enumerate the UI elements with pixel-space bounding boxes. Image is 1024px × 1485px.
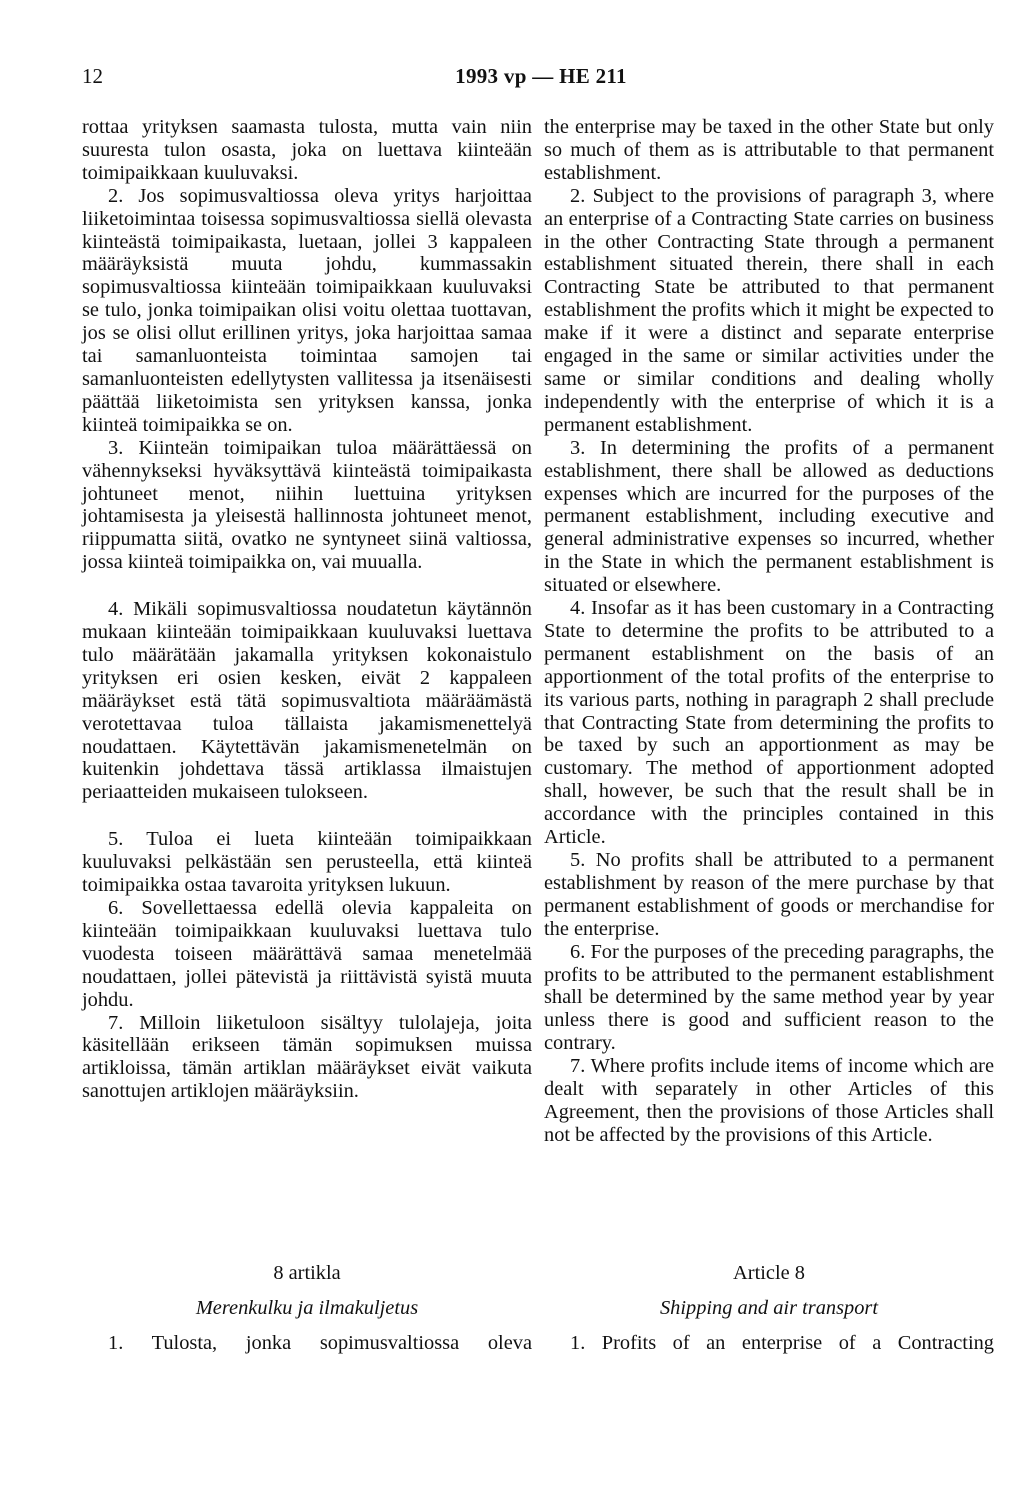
english-column (544, 116, 994, 1147)
finnish-article-heading: 8 artikla (273, 1262, 341, 1284)
finnish-article-subtitle: Merenkulku ja ilmakuljetus (195, 1296, 419, 1319)
english-article-heading: Article 8 (733, 1262, 805, 1284)
right-paragraph-6: 6. For the purposes of the preceding paragraphs, the profits to be attributed to the permanent establishment shall be determined by the same method year by year unless there is good and sufficient reason to the contrary. (544, 940, 994, 1055)
english-article-first-line: 1. Profits of an enterprise of a Contracting (570, 1331, 994, 1354)
right-paragraph-continuation: the enterprise may be taxed in the other State but only so much of them as is attributable to that permanent establishment. (544, 116, 994, 184)
page-number: 12 (82, 64, 103, 88)
left-paragraph-3: 3. Kiinteän toimipaikan tuloa määrättäessä on vähennykseksi hyväksyttävä kiinteästä toimipaikasta johtuneet menot, niihin luettuina yrityksen johtamisesta ja yleisestä hallinnosta johtuneet menot, riippumatta siitä, ovatko ne syntyneet siinä valtiossa, jossa kiinteä toimipaikka on, vai muualla. (82, 436, 532, 574)
right-paragraph-2: 2. Subject to the provisions of paragraph 3, where an enterprise of a Contracting State carries on business in the other Contracting State through a permanent establishment situated therein, there shall in each Contracting State be attributed to that permanent establishment the profits which it might be expected to make if it were a distinct and separate enterprise engaged in the same or similar activities under the same or similar conditions and dealing wholly independently with the enterprise of which it is a permanent establishment. (544, 184, 994, 436)
finnish-column (82, 116, 532, 1103)
finnish-article-first-line: 1. Tulosta, jonka sopimusvaltiossa oleva (108, 1331, 532, 1354)
page-header (82, 64, 1000, 94)
left-paragraph-4: 4. Mikäli sopimusvaltiossa noudatetun käytännön mukaan kiinteään toimipaikkaan kuuluvaksi luettava tulo määrätään jakamalla yrityksen kokonaistulo yrityksen eri osien kesken, eivät 2 kappaleen määräykset estä tätä sopimusvaltiota määräämästä verotettavaa tuloa tällaista jakamismenettelyä noudattaen. Käytettävän jakamismenetelmän on kuitenkin johdettava tässä artiklassa ilmaistujen periaatteiden mukaiseen tulokseen. (82, 598, 532, 804)
left-paragraph-6: 6. Sovellettaessa edellä olevia kappaleita on kiinteään toimipaikkaan kuuluvaksi luettava tulo vuodesta toiseen määrättävä samaa menetelmää noudattaen, jollei pätevistä ja riittävistä syistä muuta johdu. (82, 897, 532, 1011)
right-paragraph-4: 4. Insofar as it has been customary in a Contracting State to determine the profits to be attributed to a permanent establishment on the basis of an apportionment of the total profits of the enterprise to its various parts, nothing in paragraph 2 shall preclude that Contracting State from determining the profits to be taxed by such an apportionment as may be customary. The method of apportionment adopted shall, however, be such that the result shall be in accordance with the principles contained in this Article. (544, 597, 994, 849)
english-article-subtitle: Shipping and air transport (659, 1296, 879, 1319)
left-paragraph-continuation: rottaa yrityksen saamasta tulosta, mutta vain niin suuresta tulon osasta, joka on luettava kiinteään toimipaikkaan kuuluvaksi. (82, 116, 532, 184)
english-article-8 (544, 1262, 994, 1355)
right-paragraph-3: 3. In determining the profits of a permanent establishment, there shall be allowed as deductions expenses which are incurred for the purposes of the permanent establishment, including executive and general administrative expenses so incurred, whether in the State in which the permanent establishment is situated or elsewhere. (544, 436, 994, 597)
right-paragraph-5: 5. No profits shall be attributed to a permanent establishment by reason of the mere purchase by that permanent establishment of goods or merchandise for the enterprise. (544, 849, 994, 940)
left-paragraph-2: 2. Jos sopimusvaltiossa oleva yritys harjoittaa liiketoimintaa toisessa sopimusvaltiossa siellä olevasta kiinteästä toimipaikasta, luetaan, jollei 3 kappaleen määräyksistä muuta johdu, kummassakin sopimusvaltiossa kiinteään toimipaikkaan kuuluvaksi se tulo, jonka toimipaikan olisi voitu olettaa tuottavan, jos se olisi ollut erillinen yritys, joka harjoittaa samaa tai samanluonteista toimintaa samojen tai samanluonteisten edellytysten vallitessa ja itsenäisesti päättää liiketoimista sen yrityksen kanssa, jonka kiinteä toimipaikka se on. (82, 184, 532, 436)
left-paragraph-7: 7. Milloin liiketuloon sisältyy tulolajeja, joita käsitellään erikseen tämän sopimuksen muissa artikloissa, tämän artiklan määräykset eivät vaikuta sanottujen artiklojen määräyksiin. (82, 1011, 532, 1103)
left-paragraph-5: 5. Tuloa ei lueta kiinteään toimipaikkaan kuuluvaksi pelkästään sen perusteella, että kiinteä toimipaikka ostaa tavaroita yrityksen lukuun. (82, 828, 532, 897)
right-paragraph-7: 7. Where profits include items of income which are dealt with separately in other Articles of this Agreement, then the provisions of those Articles shall not be affected by the provisions of this Article. (544, 1055, 994, 1146)
finnish-article-8 (82, 1262, 532, 1355)
running-title: 1993 vp — HE 211 (455, 64, 627, 88)
